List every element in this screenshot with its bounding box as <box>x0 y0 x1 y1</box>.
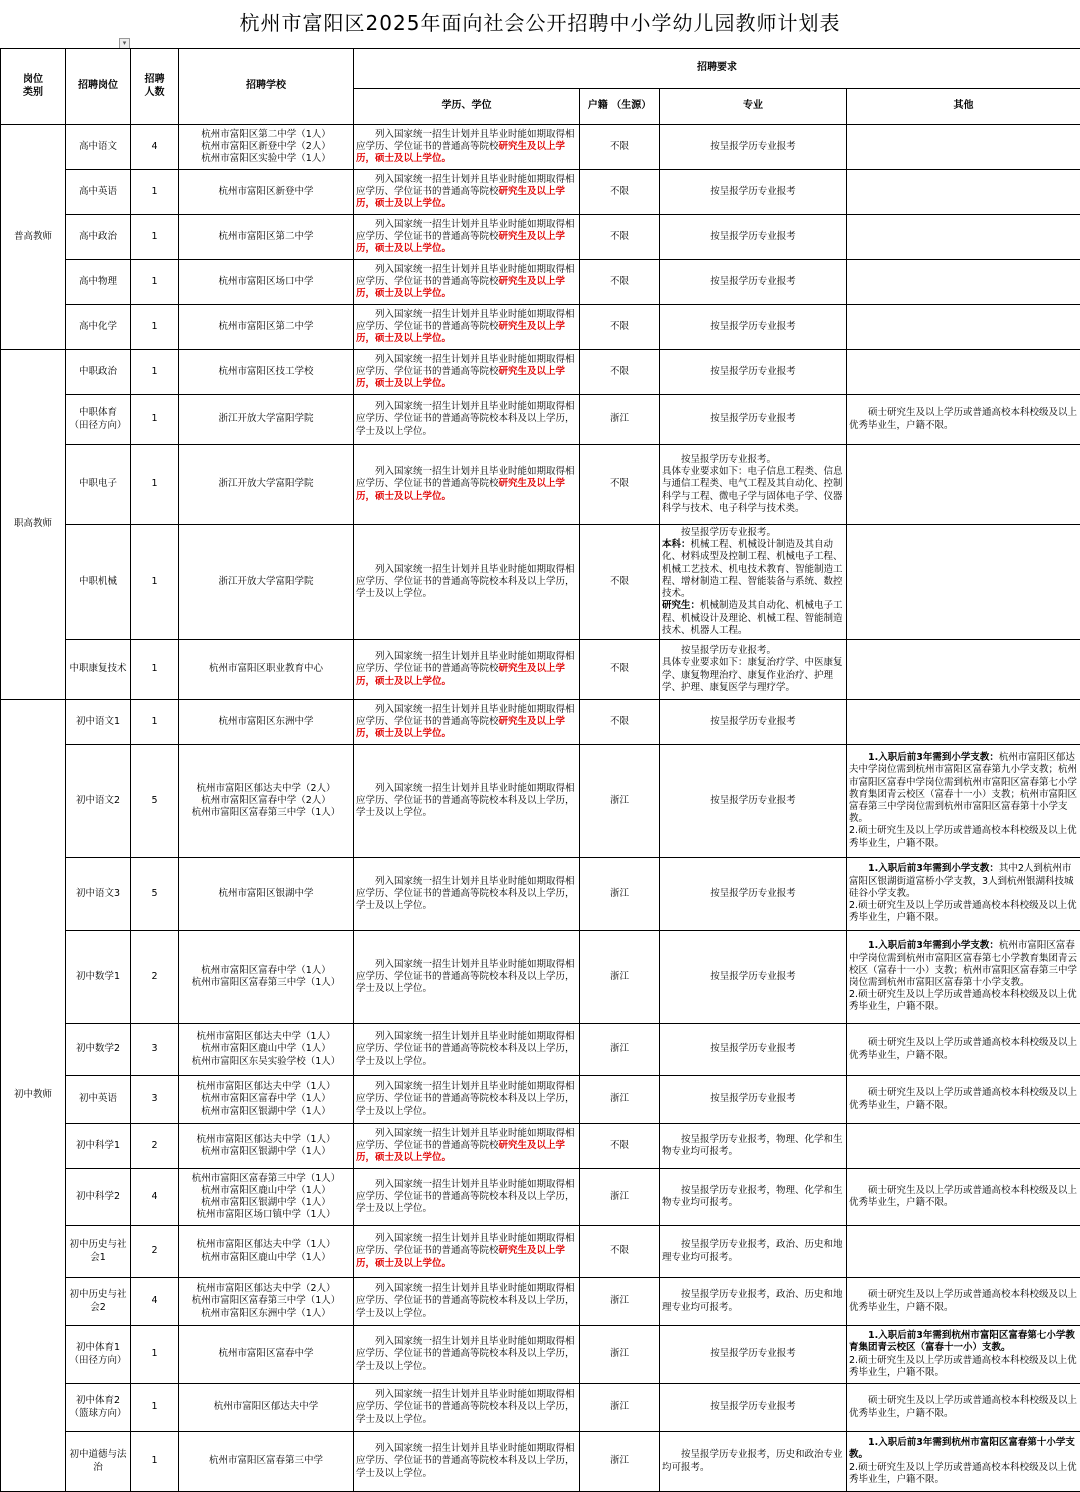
other-cell <box>847 125 1080 170</box>
table-row <box>1 1024 1080 1076</box>
position-cell: 初中数学1 <box>66 931 131 1024</box>
other-cell <box>847 640 1080 700</box>
hukou-cell: 不限 <box>580 445 660 525</box>
edu-cell <box>354 350 580 395</box>
hukou-cell: 不限 <box>580 260 660 305</box>
other-cell: 硕士研究生及以上学历或普通高校本科校级及以上优秀毕业生，户籍不限。 <box>847 1024 1080 1076</box>
major-cell: 按呈报学历专业报考 <box>660 858 847 931</box>
count-cell: 1 <box>131 215 179 260</box>
school-cell: 杭州市富阳区富春中学 <box>179 1326 354 1384</box>
position-cell: 中职政治 <box>66 350 131 395</box>
count-cell: 1 <box>131 1432 179 1492</box>
category-cell: 职高教师 <box>1 350 66 700</box>
position-cell: 初中历史与社会2 <box>66 1278 131 1326</box>
header-position: 招聘岗位 <box>66 49 131 125</box>
count-cell: 1 <box>131 395 179 445</box>
school-cell: 杭州市富阳区郁达夫中学（1人） 杭州市富阳区富春中学（1人） 杭州市富阳区银湖中学（1人） <box>179 1076 354 1124</box>
position-cell: 初中道德与法治 <box>66 1432 131 1492</box>
edu-highlight: 研究生及以上学历，硕士及以上学位。 <box>356 230 566 255</box>
edu-highlight: 研究生及以上学历，硕士及以上学位。 <box>356 275 566 300</box>
header-edu: 学历、学位 <box>354 89 580 125</box>
edu-highlight: 研究生及以上学历，硕士及以上学位。 <box>356 1245 566 1269</box>
table-row <box>1 445 1080 525</box>
table-row <box>1 1226 1080 1278</box>
table-row <box>1 350 1080 395</box>
table-row <box>1 1124 1080 1169</box>
edu-cell: 列入国家统一招生计划并且毕业时能如期取得相应学历、学位证书的普通高等院校本科及以上学历，学士及以上学位。 <box>354 1076 580 1124</box>
edu-highlight: 研究生及以上学历，硕士及以上学位。 <box>356 185 566 210</box>
count-cell: 2 <box>131 931 179 1024</box>
school-cell: 杭州市富阳区富春第三中学（1人） 杭州市富阳区鹿山中学（1人） 杭州市富阳区银湖中学（1人） 杭州市富阳区场口镇中学（1人） <box>179 1169 354 1226</box>
header-other: 其他 <box>847 89 1080 125</box>
position-cell: 初中英语 <box>66 1076 131 1124</box>
edu-highlight: 研究生及以上学历，硕士及以上学位。 <box>356 663 566 687</box>
edu-cell <box>354 170 580 215</box>
edu-cell: 列入国家统一招生计划并且毕业时能如期取得相应学历、学位证书的普通高等院校本科及以上学历，学士及以上学位。 <box>354 1278 580 1326</box>
position-cell: 初中语文1 <box>66 700 131 745</box>
school-cell: 杭州市富阳区郁达夫中学 <box>179 1384 354 1432</box>
header-count: 招聘 人数 <box>131 49 179 125</box>
header-category: 岗位 类别 <box>1 49 66 125</box>
edu-text: 列入国家统一招生计划并且毕业时能如期取得相应学历、学位证书的普通高等院校 <box>356 651 575 675</box>
other-cell <box>847 1226 1080 1278</box>
edu-text: 列入国家统一招生计划并且毕业时能如期取得相应学历、学位证书的普通高等院校 <box>356 353 575 377</box>
other-cell: 硕士研究生及以上学历或普通高校本科校级及以上优秀毕业生，户籍不限。 <box>847 1278 1080 1326</box>
school-cell: 杭州市富阳区郁达夫中学（1人） 杭州市富阳区鹿山中学（1人） <box>179 1226 354 1278</box>
header-school: 招聘学校 <box>179 49 354 125</box>
count-cell: 3 <box>131 1076 179 1124</box>
other-cell: 硕士研究生及以上学历或普通高校本科校级及以上优秀毕业生，户籍不限。 <box>847 395 1080 445</box>
other-note: 2.硕士研究生及以上学历或普通高校本科校级及以上优秀毕业生，户籍不限。 <box>849 1461 1077 1485</box>
edu-text: 列入国家统一招生计划并且毕业时能如期取得相应学历、学位证书的普通高等院校 <box>356 1127 575 1151</box>
major-yan: 机械制造及其自动化、机械电子工程、机械设计及理论、机械工程、智能制造技术、机器人工程。 <box>662 600 843 636</box>
position-cell: 高中物理 <box>66 260 131 305</box>
position-cell: 高中英语 <box>66 170 131 215</box>
table-row <box>1 1076 1080 1124</box>
position-cell: 初中数学2 <box>66 1024 131 1076</box>
other-cell <box>847 931 1080 1024</box>
count-cell: 4 <box>131 125 179 170</box>
major-cell: 按呈报学历专业报考 <box>660 260 847 305</box>
table-row <box>1 745 1080 858</box>
school-cell: 杭州市富阳区第二中学 <box>179 305 354 350</box>
hukou-cell: 浙江 <box>580 745 660 858</box>
major-cell: 按呈报学历专业报考 <box>660 1024 847 1076</box>
other-cell: 硕士研究生及以上学历或普通高校本科校级及以上优秀毕业生，户籍不限。 <box>847 1076 1080 1124</box>
edu-cell <box>354 1226 580 1278</box>
count-cell: 1 <box>131 700 179 745</box>
other-note: 2.硕士研究生及以上学历或普通高校本科校级及以上优秀毕业生，户籍不限。 <box>849 989 1077 1013</box>
count-cell: 5 <box>131 858 179 931</box>
edu-cell: 列入国家统一招生计划并且毕业时能如期取得相应学历、学位证书的普通高等院校本科及以上学历，学士及以上学位。 <box>354 858 580 931</box>
hukou-cell: 浙江 <box>580 1076 660 1124</box>
edu-cell: 列入国家统一招生计划并且毕业时能如期取得相应学历、学位证书的普通高等院校本科及以上学历，学士及以上学位。 <box>354 745 580 858</box>
other-cell: 硕士研究生及以上学历或普通高校本科校级及以上优秀毕业生，户籍不限。 <box>847 1384 1080 1432</box>
table-row <box>1 125 1080 170</box>
other-note: 2.硕士研究生及以上学历或普通高校本科校级及以上优秀毕业生，户籍不限。 <box>849 825 1077 849</box>
edu-cell: 列入国家统一招生计划并且毕业时能如期取得相应学历、学位证书的普通高等院校本科及以上学历，学士及以上学位。 <box>354 525 580 640</box>
category-cell: 普高教师 <box>1 125 66 350</box>
major-cell: 按呈报学历专业报考 <box>660 305 847 350</box>
position-cell: 中职康复技术 <box>66 640 131 700</box>
edu-highlight: 研究生及以上学历，硕士及以上学位。 <box>356 1139 566 1164</box>
school-cell: 浙江开放大学富阳学院 <box>179 525 354 640</box>
other-detail: 杭州市富阳区郁达夫中学岗位需到杭州市富阳区富春第九小学支教；杭州市富阳区富春中学岗位需到杭州市富阳区富春第七小学教育集团青云校区（富春十一小）支教；杭州市富阳区富春第三中学岗位需到杭州市富阳区富春第十小学支教。 <box>849 752 1078 825</box>
edu-cell <box>354 260 580 305</box>
page-title: 杭州市富阳区2025年面向社会公开招聘中小学幼儿园教师计划表 <box>239 11 841 35</box>
position-cell: 初中科学1 <box>66 1124 131 1169</box>
hukou-cell: 不限 <box>580 1226 660 1278</box>
other-cell <box>847 525 1080 640</box>
table-row <box>1 395 1080 445</box>
school-cell: 杭州市富阳区新登中学 <box>179 170 354 215</box>
other-cell <box>847 215 1080 260</box>
hukou-cell: 浙江 <box>580 1326 660 1384</box>
school-cell: 杭州市富阳区第二中学 <box>179 215 354 260</box>
count-cell: 2 <box>131 1124 179 1169</box>
position-cell: 初中历史与社会1 <box>66 1226 131 1278</box>
edu-cell <box>354 445 580 525</box>
hukou-cell: 不限 <box>580 125 660 170</box>
major-cell: 按呈报学历专业报考 <box>660 170 847 215</box>
school-cell: 杭州市富阳区银湖中学 <box>179 858 354 931</box>
major-cell: 按呈报学历专业报考。 具体专业要求如下：电子信息工程类、信息与通信工程类、电气工程及其自动化、控制科学与工程、微电子学与固体电子学、仪器科学与技术、电子科学与技术类。 <box>660 445 847 525</box>
major-cell: 按呈报学历专业报考。 具体专业要求如下：康复治疗学、中医康复学、康复物理治疗、康复作业治疗、护理学、护理、康复医学与理疗学。 <box>660 640 847 700</box>
hukou-cell: 浙江 <box>580 1278 660 1326</box>
hukou-cell: 浙江 <box>580 931 660 1024</box>
table-row <box>1 931 1080 1024</box>
edu-highlight: 研究生及以上学历，硕士及以上学位。 <box>356 478 566 502</box>
major-cell: 按呈报学历专业报考 <box>660 125 847 170</box>
school-cell: 杭州市富阳区场口中学 <box>179 260 354 305</box>
count-cell: 1 <box>131 305 179 350</box>
chevron-down-icon: ▾ <box>122 39 127 47</box>
edu-cell <box>354 215 580 260</box>
other-cell <box>847 305 1080 350</box>
school-cell: 杭州市富阳区东洲中学 <box>179 700 354 745</box>
edu-cell <box>354 305 580 350</box>
position-cell: 初中语文3 <box>66 858 131 931</box>
edu-cell <box>354 700 580 745</box>
other-cell <box>847 858 1080 931</box>
count-cell: 3 <box>131 1024 179 1076</box>
edu-text: 列入国家统一招生计划并且毕业时能如期取得相应学历、学位证书的普通高等院校 <box>356 173 575 197</box>
other-note: 2.硕士研究生及以上学历或普通高校本科校级及以上优秀毕业生，户籍不限。 <box>849 1354 1077 1378</box>
count-cell: 1 <box>131 1326 179 1384</box>
major-cell: 按呈报学历专业报考 <box>660 1384 847 1432</box>
other-cell <box>847 1124 1080 1169</box>
hukou-cell: 不限 <box>580 350 660 395</box>
other-bold: 1.入职后前3年需到小学支教： <box>868 863 999 875</box>
hukou-cell: 浙江 <box>580 1384 660 1432</box>
table-row <box>1 700 1080 745</box>
position-cell: 初中科学2 <box>66 1169 131 1226</box>
major-cell: 按呈报学历专业报考 <box>660 350 847 395</box>
other-cell <box>847 745 1080 858</box>
other-bold: 1.入职后前3年需到小学支教： <box>868 940 999 952</box>
edu-cell: 列入国家统一招生计划并且毕业时能如期取得相应学历、学位证书的普通高等院校本科及以上学历，学士及以上学位。 <box>354 1384 580 1432</box>
count-cell: 2 <box>131 1226 179 1278</box>
header-major: 专业 <box>660 89 847 125</box>
other-bold: 1.入职后前3年需到杭州市富阳区富春第十小学支教。 <box>849 1437 1075 1461</box>
count-cell: 1 <box>131 170 179 215</box>
hukou-cell: 不限 <box>580 640 660 700</box>
other-cell <box>847 445 1080 525</box>
table-row <box>1 640 1080 700</box>
header-requirements: 招聘要求 <box>354 49 1080 89</box>
count-cell: 4 <box>131 1169 179 1226</box>
major-cell: 按呈报学历专业报考 <box>660 700 847 745</box>
edu-text: 列入国家统一招生计划并且毕业时能如期取得相应学历、学位证书的普通高等院校 <box>356 1233 575 1257</box>
position-cell: 中职电子 <box>66 445 131 525</box>
major-cell: 按呈报学历专业报考，物理、化学和生物专业均可报考。 <box>660 1124 847 1169</box>
table-row <box>1 1326 1080 1384</box>
other-cell <box>847 1432 1080 1492</box>
table-row <box>1 1384 1080 1432</box>
position-cell: 初中体育1 （田径方向） <box>66 1326 131 1384</box>
major-cell: 按呈报学历专业报考 <box>660 745 847 858</box>
position-cell: 高中语文 <box>66 125 131 170</box>
hukou-cell: 不限 <box>580 215 660 260</box>
edu-text: 列入国家统一招生计划并且毕业时能如期取得相应学历、学位证书的普通高等院校 <box>356 703 575 727</box>
other-detail: 其中2人到杭州市富阳区银湖街道富桥小学支教，3人到杭州银湖科技城硅谷小学支教。 <box>849 863 1074 899</box>
edu-highlight: 研究生及以上学历，硕士及以上学位。 <box>356 715 566 740</box>
count-cell: 4 <box>131 1278 179 1326</box>
major-cell: 按呈报学历专业报考 <box>660 395 847 445</box>
position-cell: 高中化学 <box>66 305 131 350</box>
school-cell: 浙江开放大学富阳学院 <box>179 395 354 445</box>
table-row <box>1 305 1080 350</box>
other-cell <box>847 700 1080 745</box>
count-cell: 1 <box>131 1384 179 1432</box>
count-cell: 5 <box>131 745 179 858</box>
hukou-cell: 浙江 <box>580 1432 660 1492</box>
major-ben: 机械工程、机械设计制造及其自动化、材料成型及控制工程、机械电子工程、机械工艺技术、机电技术教育、智能制造工程、增材制造工程、智能装备与系统、数控技术。 <box>662 539 843 600</box>
edu-cell: 列入国家统一招生计划并且毕业时能如期取得相应学历、学位证书的普通高等院校本科及以上学历，学士及以上学位。 <box>354 1024 580 1076</box>
other-note: 2.硕士研究生及以上学历或普通高校本科校级及以上优秀毕业生，户籍不限。 <box>849 900 1077 924</box>
school-cell: 杭州市富阳区技工学校 <box>179 350 354 395</box>
edu-cell <box>354 640 580 700</box>
edu-cell <box>354 125 580 170</box>
major-cell: 按呈报学历专业报考，历史和政治专业均可报考。 <box>660 1432 847 1492</box>
recruitment-table <box>0 48 1080 1492</box>
hukou-cell: 不限 <box>580 525 660 640</box>
position-cell: 中职机械 <box>66 525 131 640</box>
major-cell: 按呈报学历专业报考，政治、历史和地理专业均可报考。 <box>660 1278 847 1326</box>
school-cell: 杭州市富阳区郁达夫中学（1人） 杭州市富阳区鹿山中学（1人） 杭州市富阳区东吴实验学校（1人） <box>179 1024 354 1076</box>
category-cell: 初中教师 <box>1 700 66 1492</box>
major-cell: 按呈报学历专业报考 <box>660 215 847 260</box>
hukou-cell: 浙江 <box>580 1024 660 1076</box>
edu-text: 列入国家统一招生计划并且毕业时能如期取得相应学历、学位证书的普通高等院校 <box>356 308 575 332</box>
table-row <box>1 170 1080 215</box>
count-cell: 1 <box>131 640 179 700</box>
major-cell: 按呈报学历专业报考 <box>660 1076 847 1124</box>
edu-cell: 列入国家统一招生计划并且毕业时能如期取得相应学历、学位证书的普通高等院校本科及以上学历，学士及以上学位。 <box>354 1432 580 1492</box>
school-cell: 浙江开放大学富阳学院 <box>179 445 354 525</box>
other-detail: 杭州市富阳区富春中学岗位需到杭州市富阳区富春第七小学教育集团青云校区（富春十一小）支教；杭州市富阳区富春第三中学岗位需到杭州市富阳区富春第十小学支教。 <box>849 940 1078 988</box>
position-cell: 高中政治 <box>66 215 131 260</box>
hukou-cell: 浙江 <box>580 395 660 445</box>
edu-highlight: 研究生及以上学历，硕士及以上学位。 <box>356 320 566 345</box>
school-cell: 杭州市富阳区第二中学（1人） 杭州市富阳区新登中学（2人） 杭州市富阳区实验中学（1人） <box>179 125 354 170</box>
school-cell: 杭州市富阳区郁达夫中学（2人） 杭州市富阳区富春中学（2人） 杭州市富阳区富春第三中学（1人） <box>179 745 354 858</box>
table-row <box>1 1432 1080 1492</box>
major-cell: 按呈报学历专业报考 <box>660 1326 847 1384</box>
edu-cell: 列入国家统一招生计划并且毕业时能如期取得相应学历、学位证书的普通高等院校本科及以上学历，学士及以上学位。 <box>354 1169 580 1226</box>
school-cell: 杭州市富阳区职业教育中心 <box>179 640 354 700</box>
count-cell: 1 <box>131 525 179 640</box>
table-row <box>1 858 1080 931</box>
table-row <box>1 1169 1080 1226</box>
edu-text: 列入国家统一招生计划并且毕业时能如期取得相应学历、学位证书的普通高等院校 <box>356 466 575 490</box>
count-cell: 1 <box>131 260 179 305</box>
other-cell: 硕士研究生及以上学历或普通高校本科校级及以上优秀毕业生，户籍不限。 <box>847 1169 1080 1226</box>
count-cell: 1 <box>131 445 179 525</box>
edu-highlight: 研究生及以上学历，硕士及以上学位。 <box>356 140 566 165</box>
other-bold: 1.入职后前3年需到杭州市富阳区富春第七小学教育集团青云校区（富春十一小）支教。 <box>849 1330 1075 1354</box>
other-cell <box>847 170 1080 215</box>
table-row <box>1 215 1080 260</box>
school-cell: 杭州市富阳区富春第三中学 <box>179 1432 354 1492</box>
major-cell: 按呈报学历专业报考 <box>660 931 847 1024</box>
hukou-cell: 浙江 <box>580 858 660 931</box>
edu-highlight: 研究生及以上学历，硕士及以上学位。 <box>356 365 566 390</box>
other-cell <box>847 260 1080 305</box>
edu-text: 列入国家统一招生计划并且毕业时能如期取得相应学历、学位证书的普通高等院校 <box>356 128 575 152</box>
other-bold: 1.入职后前3年需到小学支教： <box>868 752 999 764</box>
table-row <box>1 260 1080 305</box>
edu-text: 列入国家统一招生计划并且毕业时能如期取得相应学历、学位证书的普通高等院校 <box>356 218 575 242</box>
header-hukou: 户籍 （生源） <box>580 89 660 125</box>
count-cell: 1 <box>131 350 179 395</box>
position-cell: 中职体育 （田径方向） <box>66 395 131 445</box>
major-cell: 按呈报学历专业报考，物理、化学和生物专业均可报考。 <box>660 1169 847 1226</box>
hukou-cell: 不限 <box>580 1124 660 1169</box>
major-intro: 按呈报学历专业报考。 <box>681 527 777 539</box>
other-cell <box>847 1326 1080 1384</box>
edu-cell <box>354 1124 580 1169</box>
hukou-cell: 不限 <box>580 170 660 215</box>
edu-text: 列入国家统一招生计划并且毕业时能如期取得相应学历、学位证书的普通高等院校 <box>356 263 575 287</box>
major-cell <box>660 525 847 640</box>
hukou-cell: 不限 <box>580 305 660 350</box>
table-row <box>1 525 1080 640</box>
major-ben-label: 本科： <box>662 539 691 551</box>
position-cell: 初中体育2 （篮球方向） <box>66 1384 131 1432</box>
major-cell: 按呈报学历专业报考，政治、历史和地理专业均可报考。 <box>660 1226 847 1278</box>
position-cell: 初中语文2 <box>66 745 131 858</box>
school-cell: 杭州市富阳区富春中学（1人） 杭州市富阳区富春第三中学（1人） <box>179 931 354 1024</box>
other-cell <box>847 350 1080 395</box>
hukou-cell: 浙江 <box>580 1169 660 1226</box>
edu-cell: 列入国家统一招生计划并且毕业时能如期取得相应学历、学位证书的普通高等院校本科及以上学历，学士及以上学位。 <box>354 1326 580 1384</box>
edu-cell: 列入国家统一招生计划并且毕业时能如期取得相应学历、学位证书的普通高等院校本科及以上学历，学士及以上学位。 <box>354 931 580 1024</box>
school-cell: 杭州市富阳区郁达夫中学（1人） 杭州市富阳区银湖中学（1人） <box>179 1124 354 1169</box>
major-yan-label: 研究生： <box>662 600 701 612</box>
table-row <box>1 1278 1080 1326</box>
edu-cell: 列入国家统一招生计划并且毕业时能如期取得相应学历、学位证书的普通高等院校本科及以上学历，学士及以上学位。 <box>354 395 580 445</box>
hukou-cell: 不限 <box>580 700 660 745</box>
school-cell: 杭州市富阳区郁达夫中学（2人） 杭州市富阳区富春第三中学（1人） 杭州市富阳区东洲中学（1人） <box>179 1278 354 1326</box>
